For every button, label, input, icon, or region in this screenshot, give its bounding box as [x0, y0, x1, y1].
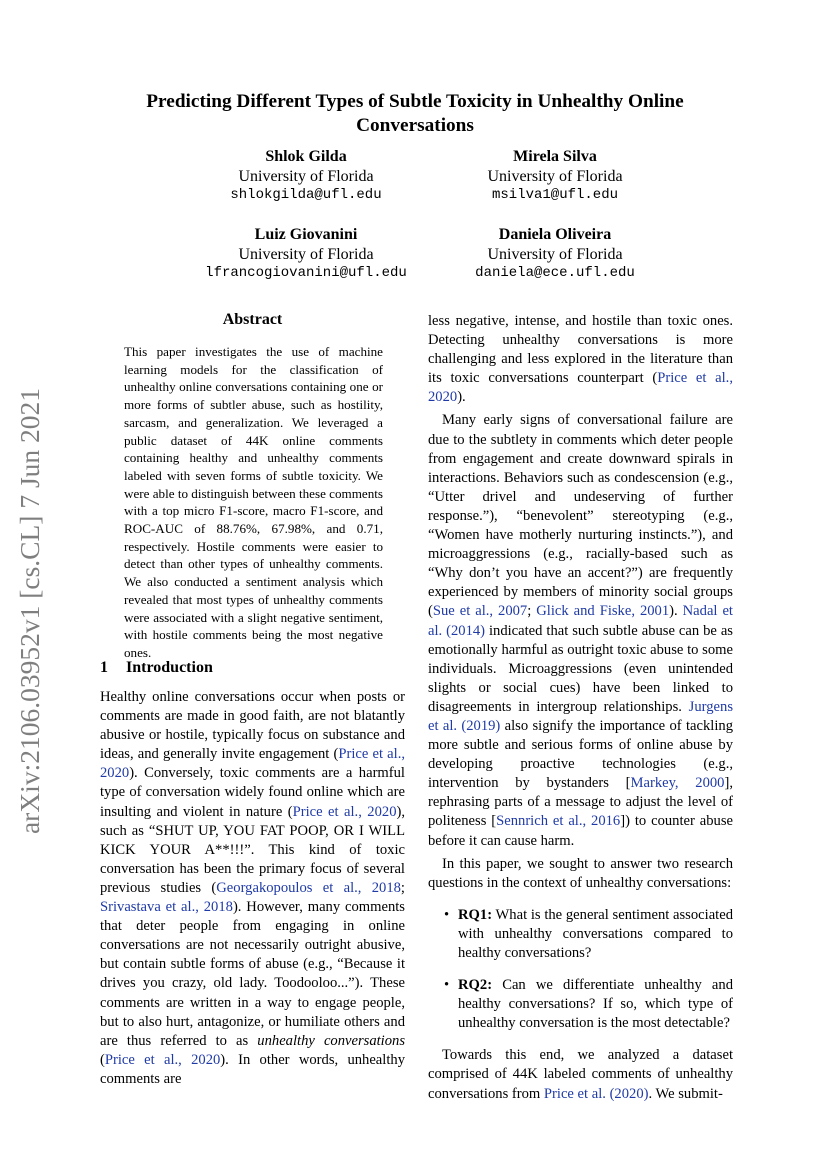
author-block [158, 225, 454, 284]
citation-link[interactable]: Price et al., 2020 [104, 1051, 221, 1068]
citation-link[interactable]: Price et al., 2020 [100, 746, 405, 782]
paper-title [100, 90, 730, 138]
citation-link[interactable]: Jurgens et al. (2019) [428, 698, 733, 734]
author-affiliation: University of Florida [238, 245, 374, 263]
citation-link[interactable]: Price et al., 2020 [428, 370, 733, 406]
right-column [428, 312, 733, 1104]
author-email: msilva1@ufl.edu [491, 187, 619, 204]
citation-link[interactable]: Georgakopoulos et al., 2018 [216, 879, 401, 896]
citation-link[interactable]: Price et al., 2020 [292, 803, 397, 820]
rq-label: RQ2: [458, 977, 493, 994]
intro-paragraph: Healthy online conversations occur when posts or comments are made in good faith, are not blatantly abusive or hostile, typically focus on substance and ideas, and generally invite engagement (Price et al., 2020). Conversely, toxic comments are a harmful type of conversation widely found online which are insulting and violent in nature (Price et al., 2020), such as “SHUT UP, YOU FAT POOP, OR I WILL KICK YOUR A**!!!”. This kind of toxic conversation has been the primary focus of several previous studies (Georgakopoulos et al., 2018; Srivastava et al., 2018). However, many comments that deter people from engaging in online conversations are not necessarily outright abusive, but contain subtle forms of abuse (e.g., “Because it drives you crazy, old lady. Toodooloo...”). These comments are written in a way to engage people, but to also hurt, antagonize, or humiliate others and are thus referred to as unhealthy conversations (Price et al., 2020). In other words, unhealthy comments are [100, 689, 406, 1087]
abstract-body: This paper investigates the use of machine learning models for the classification of unhealthy online conversations containing one or more forms of subtler abuse, such as hostility, sarcasm, and generalization. We leveraged a public dataset of 44K online comments containing healthy and unhealthy comments labeled with seven forms of subtle toxicity. We were able to distinguish between these comments with a top micro F1-score, macro F1-score, and ROC-AUC of 88.76%, 67.98%, and 0.71, respectively. Hostile comments were easier to detect than other types of unhealthy comments. We also conducted a sentiment analysis which revealed that most types of unhealthy comments were associated with a slight negative sentiment, with hostile comments being the most negative ones. [124, 344, 383, 660]
citation-link[interactable]: Nadal et al. (2014) [428, 603, 733, 639]
body-paragraph: Many early signs of conversational failure are due to the subtlety in comments which deter people from engagement and create downward spirals in interactions. Behaviors such as condescension (e.g., “Utter drivel and undeserving of further response.”), “benevolent” stereotyping (e.g., “Women have motherly nurturing instincts.”), and microaggressions (e.g., racially-based such as “Why don’t you have an accent?”) are frequently experienced by members of minority social groups (Sue et al., 2007; Glick and Fiske, 2001). Nadal et al. (2014) indicated that such subtle abuse can be as emotionally harmful as outright toxic abuse to some individuals. Microaggressions (even unintended slights or social cues) have been linked to disagreements in intergroup relationships. Jurgens et al. (2019) also signify the importance of tackling more subtle and serious forms of online abuse by developing proactive technologies (e.g., intervention by bystanders [Markey, 2000], rephrasing parts of a message to adjust the level of politeness [Sennrich et al., 2016]) to counter abuse before it can cause harm. [428, 412, 733, 849]
research-question-list [428, 906, 733, 1034]
author-name: Luiz Giovanini [254, 226, 358, 243]
author-email: daniela@ece.ufl.edu [475, 265, 635, 282]
author-affiliation: University of Florida [487, 245, 623, 263]
research-question-item: • RQ2: Can we differentiate unhealthy and healthy conversations? If so, which type of unhealthy conversation is the most detectable? [428, 976, 733, 1033]
citation-link[interactable]: Price et al. (2020) [543, 1085, 649, 1102]
arxiv-identifier: arXiv:2106.03952v1 [cs.CL] 7 Jun 2021 [14, 387, 46, 835]
author-block [186, 147, 426, 206]
author-email: shlokgilda@ufl.edu [230, 187, 382, 204]
title-line-2: Conversations [356, 115, 474, 136]
section-number: 1 [100, 659, 108, 676]
section-heading [100, 659, 213, 677]
body-paragraph: In this paper, we sought to answer two research questions in the context of unhealthy conversations: [428, 855, 733, 891]
author-email: lfrancogiovanini@ufl.edu [205, 265, 407, 282]
citation-link[interactable]: Glick and Fiske, 2001 [536, 603, 670, 620]
author-block [435, 147, 675, 206]
citation-link[interactable]: Sennrich et al., 2016 [496, 813, 621, 830]
author-affiliation: University of Florida [238, 167, 374, 185]
left-column [100, 688, 405, 1089]
research-question-item: • RQ1: What is the general sentiment associated with unhealthy conversations compared to healthy conversations? [428, 906, 733, 963]
citation-link[interactable]: Markey, 2000 [630, 775, 725, 792]
body-paragraph: less negative, intense, and hostile than toxic ones. Detecting unhealthy conversations is more challenging and less explored in the literature than its toxic conversations counterpart (Price et al., 2020). [428, 313, 733, 406]
body-paragraph: Towards this end, we analyzed a dataset comprised of 44K labeled comments of unhealthy conversations from Price et al. (2020). We submit- [428, 1047, 733, 1102]
author-block [435, 225, 675, 284]
author-name: Daniela Oliveira [498, 226, 612, 243]
author-name: Mirela Silva [513, 148, 597, 165]
citation-link[interactable]: Srivastava et al., 2018 [100, 899, 233, 916]
author-affiliation: University of Florida [487, 167, 623, 185]
author-name: Shlok Gilda [265, 148, 347, 165]
title-line-1: Predicting Different Types of Subtle Toxicity in Unhealthy Online [146, 91, 684, 112]
rq-label: RQ1: [458, 906, 493, 923]
abstract-heading: Abstract [222, 311, 283, 328]
section-title: Introduction [126, 659, 213, 676]
citation-link[interactable]: Sue et al., 2007 [432, 603, 528, 620]
arxiv-sidebar-stamp [4, 378, 56, 844]
emphasis-term: unhealthy conversations [257, 1032, 406, 1049]
